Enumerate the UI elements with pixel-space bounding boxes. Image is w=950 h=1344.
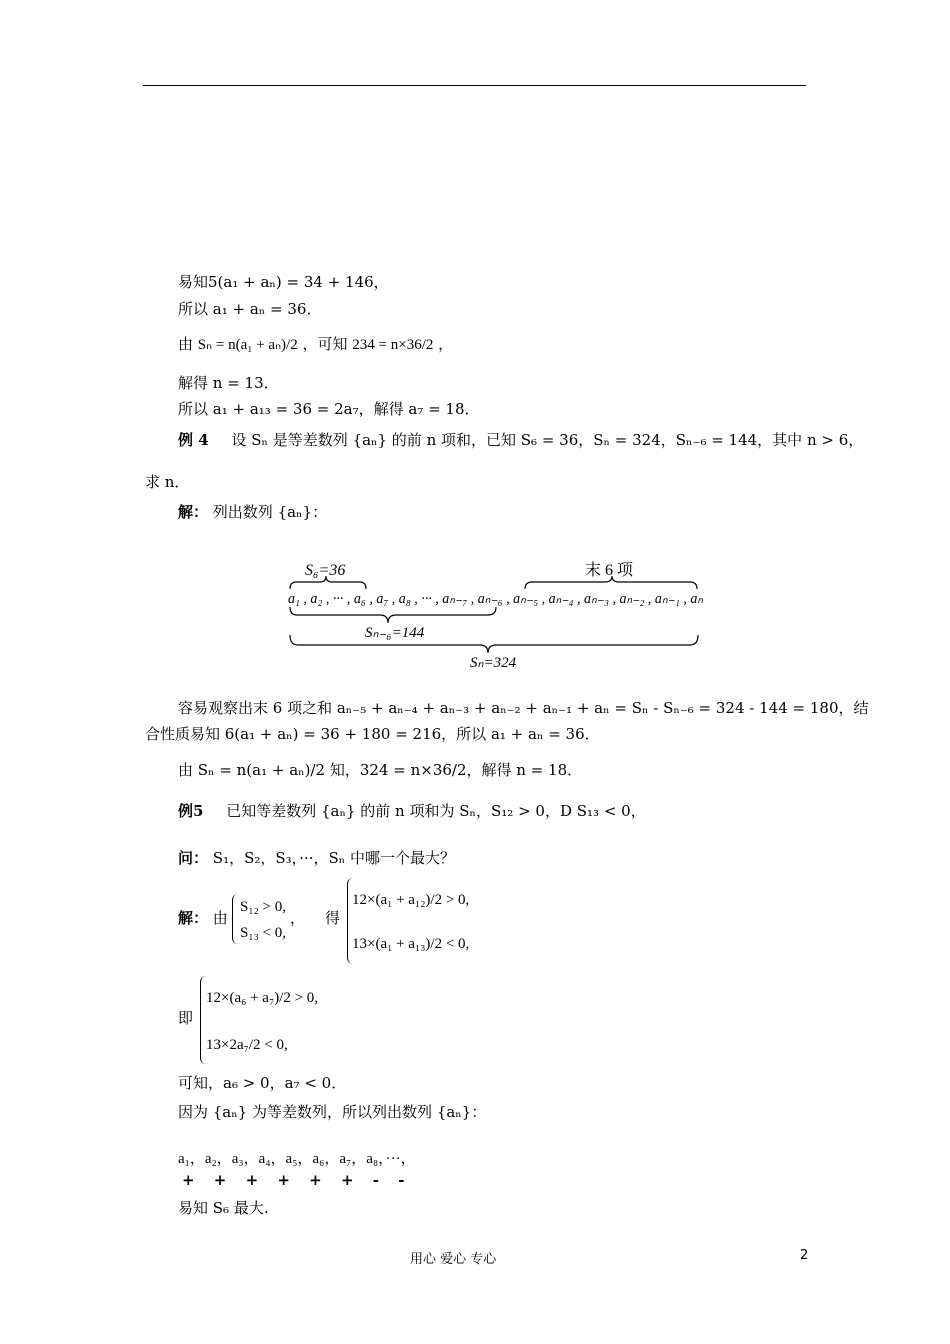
- line-2: [178, 299, 321, 319]
- example4-text: 设 Sₙ 是等差数列 {aₙ} 的前 n 项和，已知 S₆ = 36，Sₙ = 324，Sₙ₋₆ = 144，其中 n > 6，: [231, 431, 864, 449]
- header-rule: [143, 85, 806, 86]
- sign-row: + + + + + + - -: [182, 1171, 405, 1189]
- system2-a: 12×(a₁ + a₁₂)/2 > 0,: [352, 892, 470, 908]
- formula-sn: Sₙ = n(a₁ + aₙ)/2: [197, 337, 298, 353]
- line-3: [178, 334, 453, 355]
- brace-bottom-mid: [290, 607, 496, 623]
- label-s6: S₆=36: [305, 562, 346, 579]
- example4-p3: [178, 760, 582, 780]
- text-l2: 所以 a₁ + aₙ = 36．: [178, 300, 322, 318]
- system1-b: S₁₃ < 0,: [240, 925, 287, 941]
- system2-b: 13×(a₁ + a₁₃)/2 < 0,: [352, 936, 470, 952]
- text-l3-prefix: 由: [178, 335, 194, 353]
- text-l3-mid: ，可知: [302, 335, 348, 353]
- formula-234: 234 = n×36/2: [352, 337, 434, 353]
- example5-label: 例5: [178, 802, 204, 820]
- example4-p2-text: 合性质易知 6(a₁ + aₙ) = 36 + 180 = 216，所以 a₁ + aₙ = 36．: [145, 725, 600, 743]
- sequence-brace-diagram: [280, 555, 710, 675]
- text-l1: 易知5(a₁ + aₙ) = 34 + 146，: [178, 273, 389, 291]
- text-by: 由: [212, 909, 228, 927]
- example4-header: [178, 430, 863, 450]
- example4-p2: [145, 724, 600, 744]
- system1-a: S₁₂ > 0,: [240, 899, 287, 915]
- example4-p3-text: 由 Sₙ = n(a₁ + aₙ)/2 知，324 = n×36/2，解得 n = 18．: [178, 761, 583, 779]
- text-l3-suffix: ，: [438, 335, 454, 353]
- label-last6: 末 6 项: [585, 562, 634, 579]
- label-sn6: Sₙ₋₆=144: [365, 625, 425, 641]
- example5-solution-label-line: [178, 908, 228, 928]
- example4-p1-text: 容易观察出末 6 项之和 aₙ₋₅ + aₙ₋₄ + aₙ₋₃ + aₙ₋₂ + aₙ₋₁ + aₙ = Sₙ - Sₙ₋₆ = 324 - 144 = 180，结: [178, 699, 869, 717]
- example5-text: 已知等差数列 {aₙ} 的前 n 项和为 Sₙ，S₁₂ > 0，D S₁₃ < 0，: [226, 802, 646, 820]
- text-l4: 解得 n = 13．: [178, 374, 279, 392]
- system3-a: 12×(a₆ + a₇)/2 > 0,: [206, 990, 319, 1006]
- sequence-list: a₁，a₂，a₃，a₄，a₅，a₆，a₇，a₈，···，: [178, 1151, 416, 1167]
- text-get: 得: [325, 909, 341, 927]
- system3-b: 13×2a₇/2 < 0,: [206, 1037, 288, 1053]
- text-ie: 即: [178, 1009, 194, 1027]
- page-number: 2: [800, 1248, 809, 1263]
- example5-solution-label: 解：: [178, 909, 209, 927]
- example4-p1: [178, 698, 869, 718]
- example4-solution: [178, 502, 327, 522]
- final-conclusion: 易知 S₆ 最大.: [178, 1199, 269, 1217]
- conclusion-1: 可知，a₆ > 0，a₇ < 0．: [178, 1074, 347, 1092]
- brace-bottom-full: [290, 635, 698, 653]
- comma-1: ，: [290, 909, 306, 927]
- label-sn: Sₙ=324: [470, 655, 517, 671]
- footer-slogan: 用心 爱心 专心: [410, 1252, 497, 1267]
- example4-solution-text: 列出数列 {aₙ}：: [212, 503, 328, 521]
- example4-solution-label: 解：: [178, 503, 209, 521]
- conclusion-2: 因为 {aₙ} 为等差数列，所以列出数列 {aₙ}：: [178, 1103, 487, 1121]
- example5-question: [178, 848, 455, 868]
- example4-line2: [145, 472, 189, 492]
- line-1: [178, 272, 389, 292]
- example5-header: [178, 801, 646, 821]
- line-5: [178, 399, 480, 419]
- example4-label: 例 4: [178, 431, 209, 449]
- example5-question-text: S₁，S₂，S₃，···，Sₙ 中哪一个最大？: [212, 849, 456, 867]
- example5-question-label: 问：: [178, 849, 209, 867]
- text-l5: 所以 a₁ + a₁₃ = 36 = 2a₇，解得 a₇ = 18．: [178, 400, 480, 418]
- line-4: [178, 373, 279, 393]
- sequence-terms: a₁ , a₂ , ··· , a₆ , a₇ , a₈ , ··· , aₙ₋₇ , aₙ₋₆ , aₙ₋₅ , aₙ₋₄ , aₙ₋₃ , aₙ₋₂ , aₙ₋₁ , aₙ: [288, 591, 704, 607]
- example4-text2: 求 n．: [145, 473, 190, 491]
